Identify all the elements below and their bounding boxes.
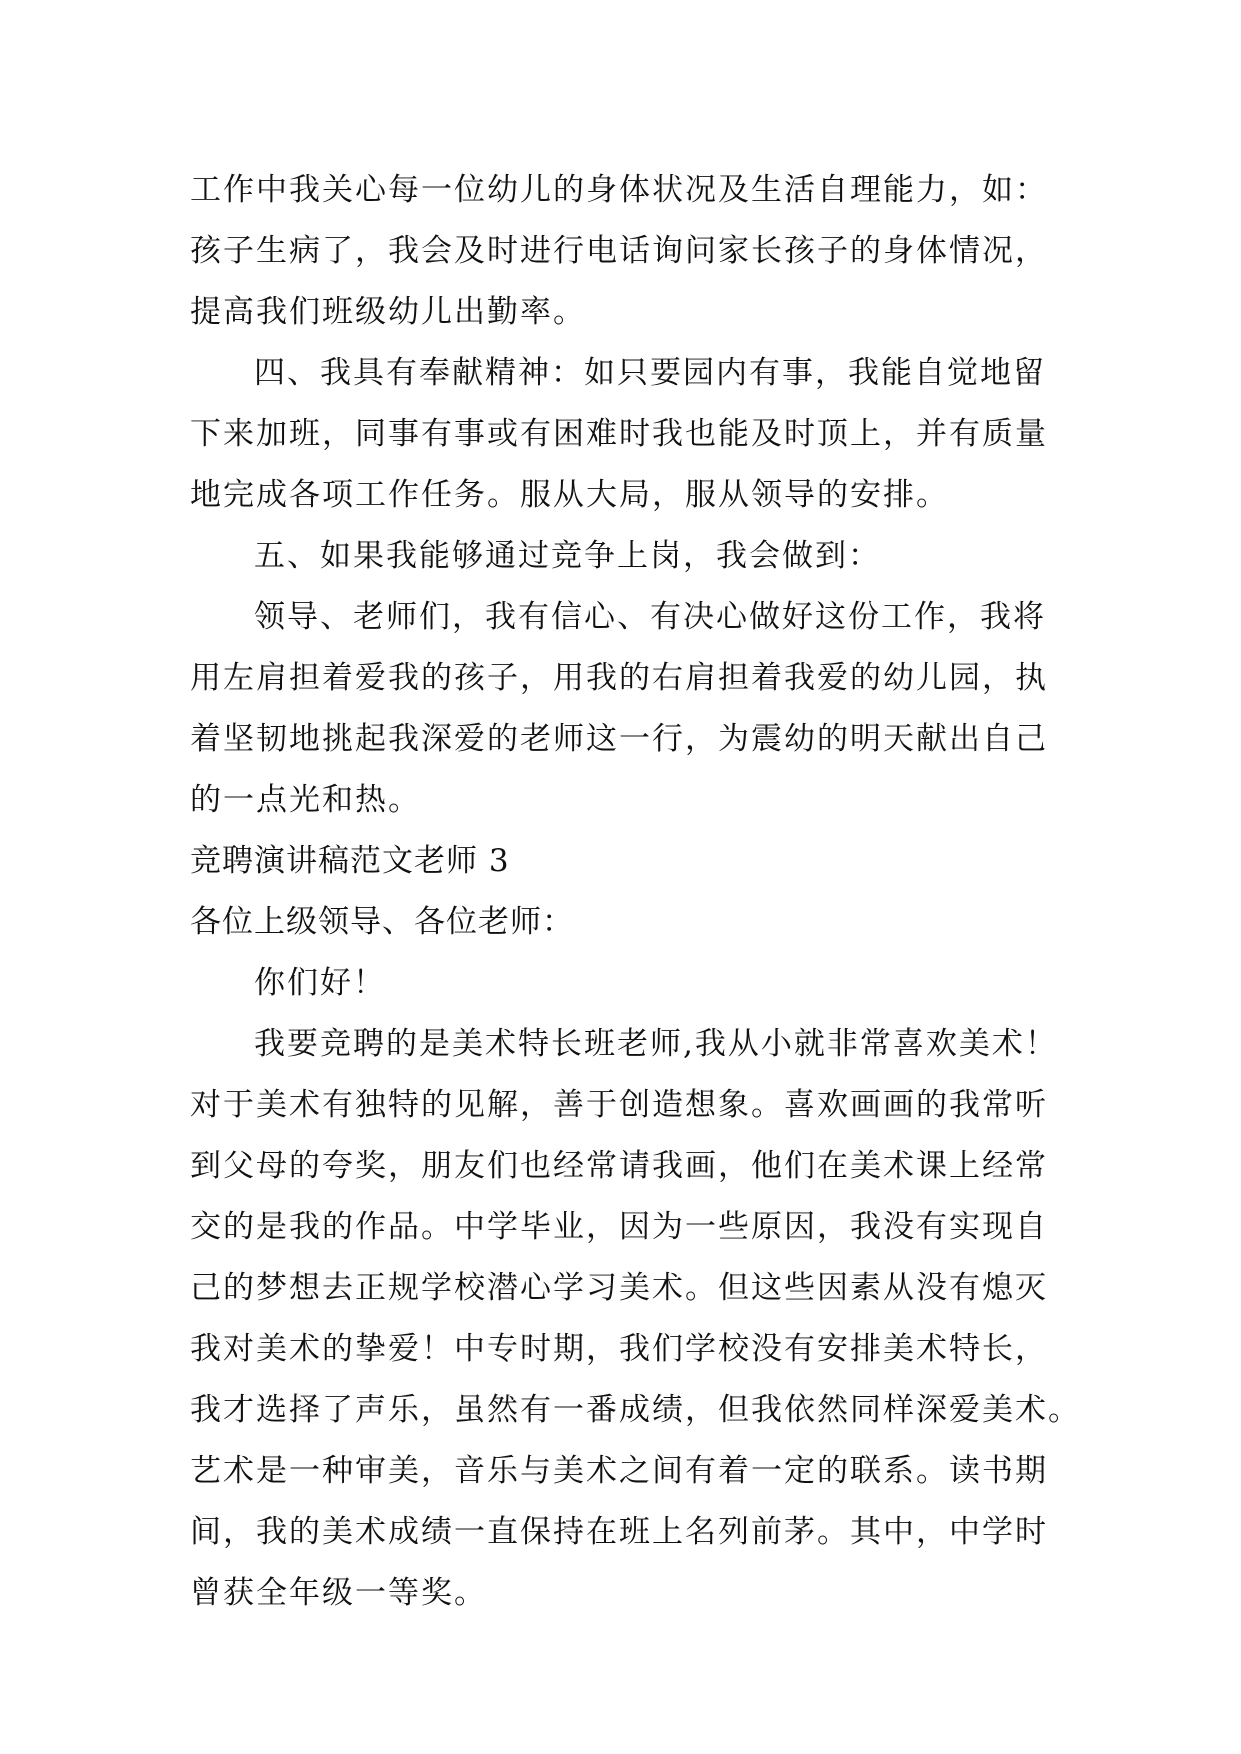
paragraph-health-care xyxy=(190,160,1070,343)
salutation: 各位上级领导、各位老师： xyxy=(190,904,574,940)
document-body xyxy=(190,160,1081,1624)
text-line: 曾获全年级一等奖。 xyxy=(190,1575,487,1611)
paragraph-promise xyxy=(190,526,1070,587)
text-line: 艺术是一种审美，音乐与美术之间有着一定的联系。读书期 xyxy=(190,1453,1048,1489)
text-line: 领导、老师们，我有信心、有决心做好这份工作，我将 xyxy=(254,599,1046,635)
text-line: 工作中我关心每一位幼儿的身体状况及生活自理能力，如： xyxy=(190,172,1048,208)
greeting xyxy=(190,953,1070,1014)
text-line: 的一点光和热。 xyxy=(190,782,421,818)
text-line: 对于美术有独特的见解，善于创造想象。喜欢画画的我常听 xyxy=(190,1087,1048,1123)
text-line: 你们好！ xyxy=(254,965,386,1001)
text-line: 到父母的夸奖，朋友们也经常请我画，他们在美术课上经常 xyxy=(190,1148,1048,1184)
text-line: 用左肩担着爱我的孩子，用我的右肩担着我爱的幼儿园，执 xyxy=(190,660,1048,696)
section-title: 竞聘演讲稿范文老师 3 xyxy=(190,843,510,879)
text-line: 下来加班，同事有事或有困难时我也能及时顶上，并有质量 xyxy=(190,416,1048,452)
text-line: 提高我们班级幼儿出勤率。 xyxy=(190,294,586,330)
text-line: 五、如果我能够通过竞争上岗，我会做到： xyxy=(254,538,881,574)
paragraph-closing xyxy=(190,587,1070,831)
text-line: 地完成各项工作任务。服从大局，服从领导的安排。 xyxy=(190,477,949,513)
text-line: 四、我具有奉献精神：如只要园内有事，我能自觉地留 xyxy=(254,355,1046,391)
text-line: 交的是我的作品。中学毕业，因为一些原因，我没有实现自 xyxy=(190,1209,1048,1245)
text-line: 己的梦想去正规学校潜心学习美术。但这些因素从没有熄灭 xyxy=(190,1270,1048,1306)
paragraph-art-background xyxy=(190,1014,1081,1624)
text-line: 我才选择了声乐，虽然有一番成绩，但我依然同样深爱美术。 xyxy=(190,1392,1081,1428)
paragraph-dedication xyxy=(190,343,1070,526)
text-line: 间，我的美术成绩一直保持在班上名列前茅。其中，中学时 xyxy=(190,1514,1048,1550)
text-line: 我对美术的挚爱！中专时期，我们学校没有安排美术特长， xyxy=(190,1331,1048,1367)
text-line: 孩子生病了，我会及时进行电话询问家长孩子的身体情况， xyxy=(190,233,1048,269)
text-line: 我要竞聘的是美术特长班老师,我从小就非常喜欢美术！ xyxy=(254,1026,1058,1062)
text-line: 着坚韧地挑起我深爱的老师这一行，为震幼的明天献出自己 xyxy=(190,721,1048,757)
